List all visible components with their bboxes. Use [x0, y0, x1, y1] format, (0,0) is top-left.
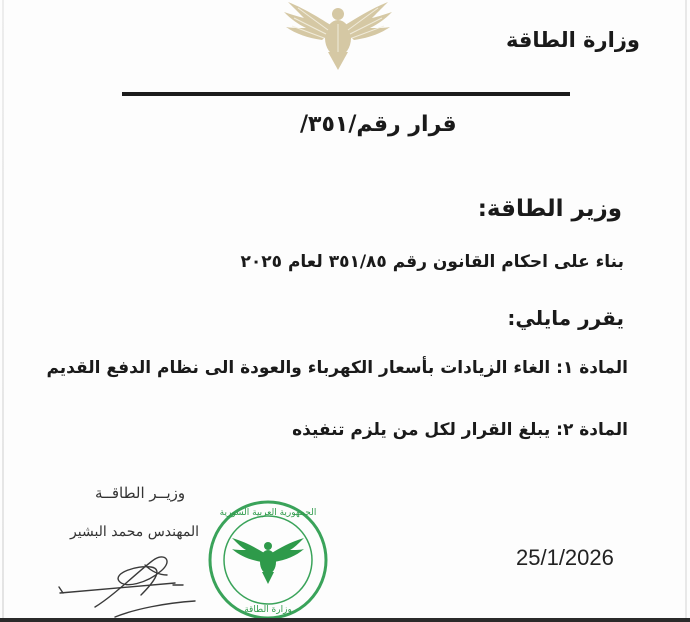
legal-basis: بناء على احكام القانون رقم ٣٥١/٨٥ لعام ٢٠٢٥: [240, 252, 624, 272]
header-divider: [122, 92, 570, 96]
article-2: المادة ٢: يبلغ القرار لكل من يلزم تنفيذه: [292, 420, 628, 440]
eagle-emblem-icon: [278, 0, 398, 72]
stamp-text-bottom: وزارة الطاقة: [244, 605, 292, 615]
article-1: المادة ١: الغاء الزيادات بأسعار الكهرباء والعودة الى نظام الدفع القديم: [46, 358, 628, 378]
decision-number: قرار رقم/٣٥١/: [300, 112, 457, 137]
signatory-title: وزيــر الطاقــة: [95, 484, 186, 502]
minister-title: وزير الطاقة:: [477, 196, 622, 222]
scan-edge-bottom: [0, 618, 690, 622]
stamp-text-top: الجمهورية العربية السورية: [219, 508, 317, 518]
decides-heading: يقرر مايلي:: [507, 306, 624, 330]
decision-date: 25/1/2026: [516, 545, 614, 570]
signatory-name: المهندس محمد البشير: [70, 524, 200, 540]
official-stamp-icon: [206, 498, 330, 622]
scan-edge-right: [685, 0, 687, 622]
ministry-heading: وزارة الطاقة: [505, 28, 640, 52]
handwritten-signature: [55, 545, 225, 620]
scan-edge-left: [2, 0, 4, 622]
